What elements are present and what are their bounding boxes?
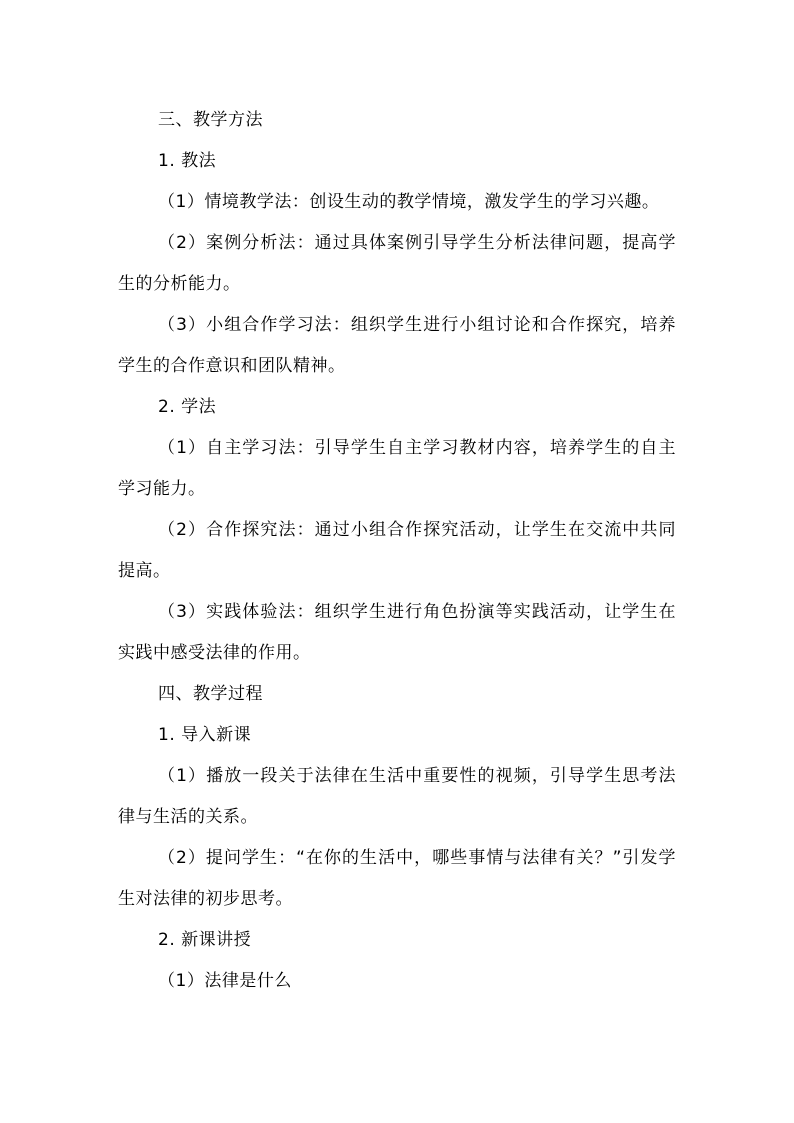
method-case-analysis: （2）案例分析法：通过具体案例引导学生分析法律问题，提高学生的分析能力。 (118, 233, 676, 294)
method-practical-experience: （3）实践体验法：组织学生进行角色扮演等实践活动，让学生在实践中感受法律的作用。 (118, 602, 676, 663)
document-body (118, 100, 676, 1002)
method-cooperative-inquiry: （2）合作探究法：通过小组合作探究活动，让学生在交流中共同提高。 (118, 520, 676, 581)
subheading-new-lesson: 2. 新课讲授 (158, 930, 252, 950)
lesson-topic-what-is-law: （1）法律是什么 (158, 971, 292, 991)
subheading-lesson-introduction: 1. 导入新课 (158, 725, 252, 745)
intro-step-question: （2）提问学生：“在你的生活中，哪些事情与法律有关？”引发学生对法律的初步思考。 (118, 848, 676, 909)
intro-step-video: （1）播放一段关于法律在生活中重要性的视频，引导学生思考法律与生活的关系。 (118, 766, 676, 827)
section-heading-teaching-process: 四、教学过程 (158, 684, 263, 704)
method-group-cooperative-learning: （3）小组合作学习法：组织学生进行小组讨论和合作探究，培养学生的合作意识和团队精神。 (118, 315, 676, 376)
method-situational-teaching: （1）情境教学法：创设生动的教学情境，激发学生的学习兴趣。 (158, 192, 660, 212)
section-heading-teaching-methods: 三、教学方法 (158, 110, 263, 130)
subheading-learning-approach: 2. 学法 (158, 397, 217, 417)
subheading-teaching-approach: 1. 教法 (158, 151, 217, 171)
method-self-directed-learning: （1）自主学习法：引导学生自主学习教材内容，培养学生的自主学习能力。 (118, 438, 676, 499)
